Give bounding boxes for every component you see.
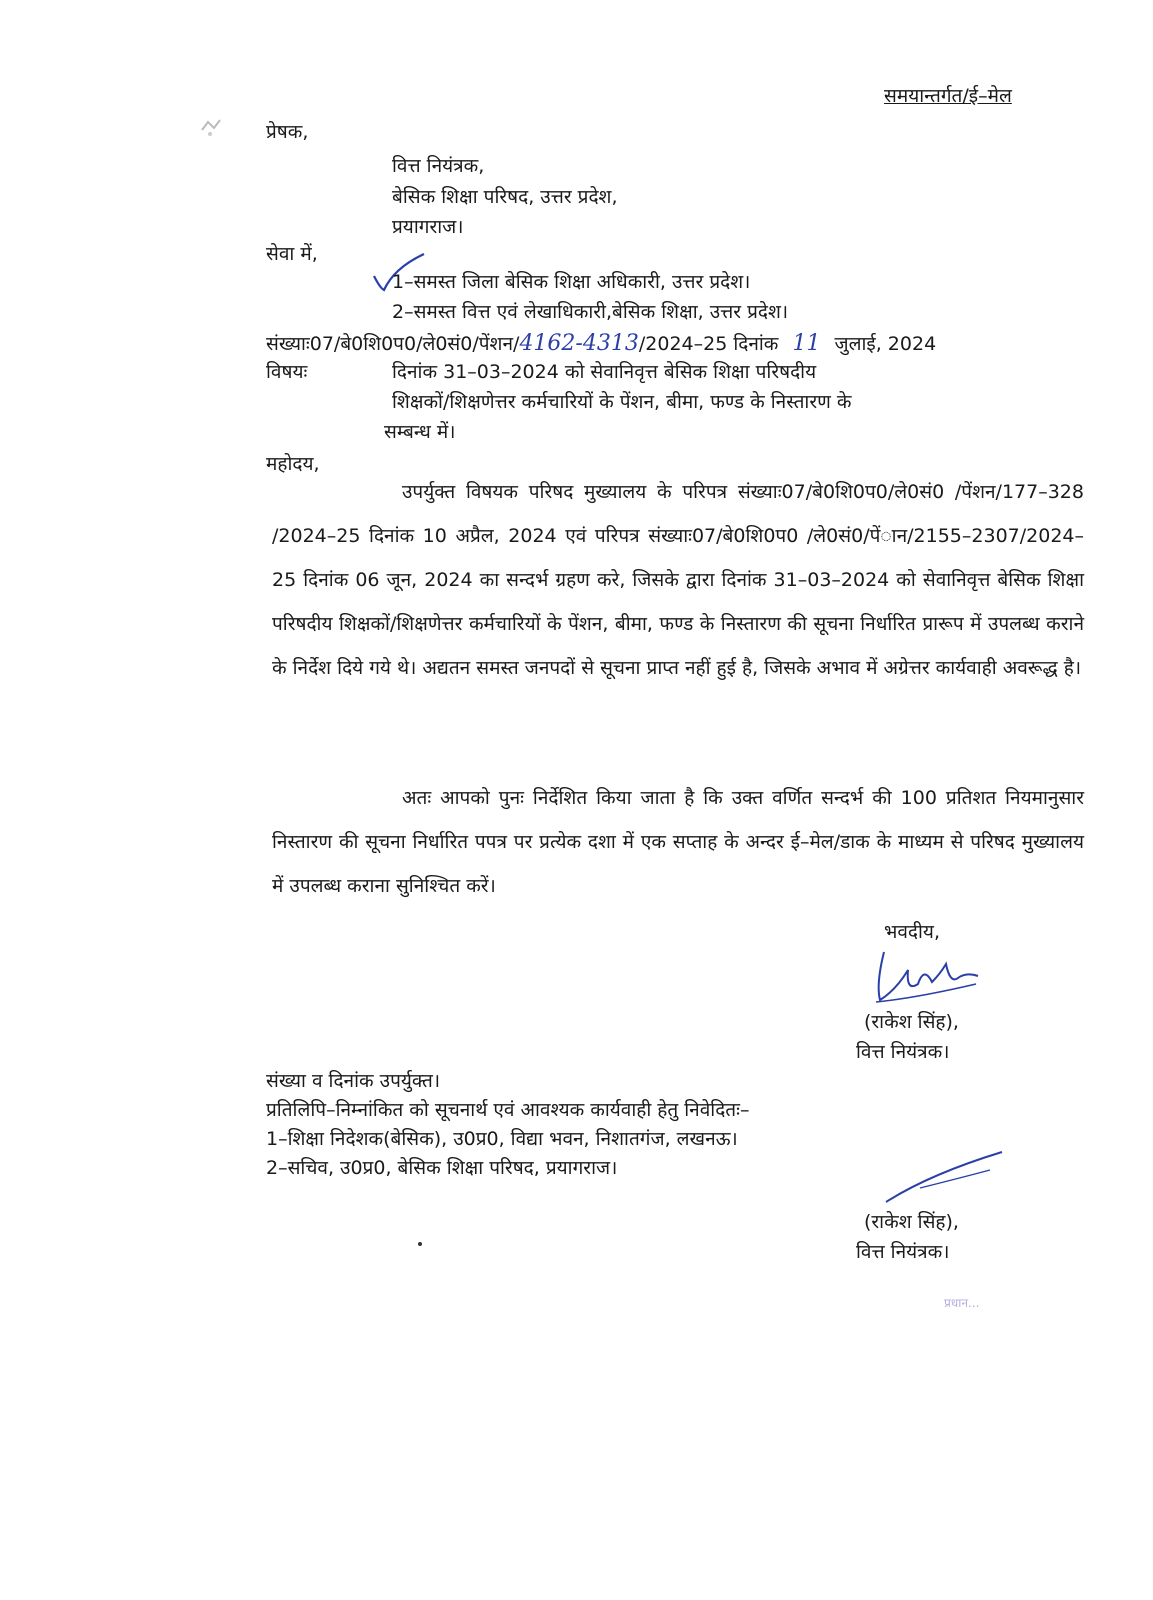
closing-signatory-designation: वित्त नियंत्रक। <box>856 1041 950 1063</box>
reference-prefix: संख्याः07/बे0शि0प0/ले0सं0/पेंशन/ <box>266 333 520 355</box>
copy-item-2: 2–सचिव, उ0प्र0, बेसिक शिक्षा परिषद, प्रयागराज। <box>266 1157 618 1179</box>
signature-mark <box>866 944 986 1014</box>
recipient-item-2: 2–समस्त वित्त एवं लेखाधिकारी,बेसिक शिक्षा, उत्तर प्रदेश। <box>392 301 789 323</box>
subject-label: विषयः <box>266 361 308 383</box>
copy-item-1: 1–शिक्षा निदेशक(बेसिक), उ0प्र0, विद्या भवन, निशातगंज, लखनऊ। <box>266 1128 738 1150</box>
subject-line-2: शिक्षकों/शिक्षणेत्तर कर्मचारियों के पेंशन, बीमा, फण्ड के निस्तारण के <box>392 391 852 413</box>
dispatch-mode: समयान्तर्गत/ई–मेल <box>884 85 1012 107</box>
faint-stamp: प्रधान... <box>944 1296 980 1310</box>
body-paragraph-1: उपर्युक्त विषयक परिषद मुख्यालय के परिपत्र संख्याः07/बे0शि0प0/ले0सं0 /पेंशन/177–328 /2024–25 दिनांक 10 अप्रैल, 2024 एवं परिपत्र संख्याः07/बे0शि0प0 /ले0सं0/पेंान/2155–2307/2024–25 दिनांक 06 जून, 2024 का सन्दर्भ ग्रहण करे, जिसके द्वारा दिनांक 31–03–2024 को सेवानिवृत्त बेसिक शिक्षा परिषदीय शिक्षकों/शिक्षणेत्तर कर्मचारियों के पेंशन, बीमा, फण्ड के निस्तारण की सूचना निर्धारित प्रारूप में उपलब्ध कराने के निर्देश दिये गये थे। अद्यतन समस्त जनपदों से सूचना प्राप्त नहीं हुई है, जिसके अभाव में अग्रेत्तर कार्यवाही अवरूद्ध है। <box>272 481 1084 679</box>
sender-designation: वित्त नियंत्रक, <box>392 155 485 177</box>
recipients-label: सेवा में, <box>266 243 318 265</box>
sender-label: प्रेषक, <box>266 121 309 143</box>
sender-city: प्रयागराज। <box>392 216 464 238</box>
recipient-item-1: 1–समस्त जिला बेसिक शिक्षा अधिकारी, उत्तर प्रदेश। <box>392 271 751 293</box>
copy-forwarding: प्रतिलिपि–निम्नांकित को सूचनार्थ एवं आवश्यक कार्यवाही हेतु निवेदितः– <box>266 1099 750 1121</box>
scan-speck <box>418 1242 422 1246</box>
closing-signatory-name: (राकेश सिंह), <box>864 1011 959 1033</box>
subject-line-1: दिनांक 31–03–2024 को सेवानिवृत्त बेसिक शिक्षा परिषदीय <box>392 361 817 383</box>
initials-mark <box>880 1148 1010 1208</box>
reference-handwritten-day: 11 <box>792 331 821 356</box>
reference-handwritten-number: 4162-4313 <box>519 331 639 356</box>
subject-line-3: सम्बन्ध में। <box>384 421 456 443</box>
copy-signatory-name: (राकेश सिंह), <box>864 1211 959 1233</box>
copy-signatory-designation: वित्त नियंत्रक। <box>856 1241 950 1263</box>
reference-suffix: जुलाई, 2024 <box>834 333 937 355</box>
complimentary-close: भवदीय, <box>884 921 940 943</box>
body-paragraph-2: अतः आपको पुनः निर्देशित किया जाता है कि उक्त वर्णित सन्दर्भ की 100 प्रतिशत नियमानुसार निस्तारण की सूचना निर्धारित पपत्र पर प्रत्येक दशा में एक सप्ताह के अन्दर ई–मेल/डाक के माध्यम से परिषद मुख्यालय में उपलब्ध कराना सुनिश्चित करें। <box>272 787 1084 897</box>
reference-line <box>266 330 936 356</box>
sender-organization: बेसिक शिक्षा परिषद, उत्तर प्रदेश, <box>392 186 618 208</box>
reference-middle: /2024–25 दिनांक <box>638 333 779 355</box>
salutation: महोदय, <box>266 453 320 475</box>
copy-intro: संख्या व दिनांक उपर्युक्त। <box>266 1070 441 1092</box>
scan-mark-icon <box>196 112 226 142</box>
